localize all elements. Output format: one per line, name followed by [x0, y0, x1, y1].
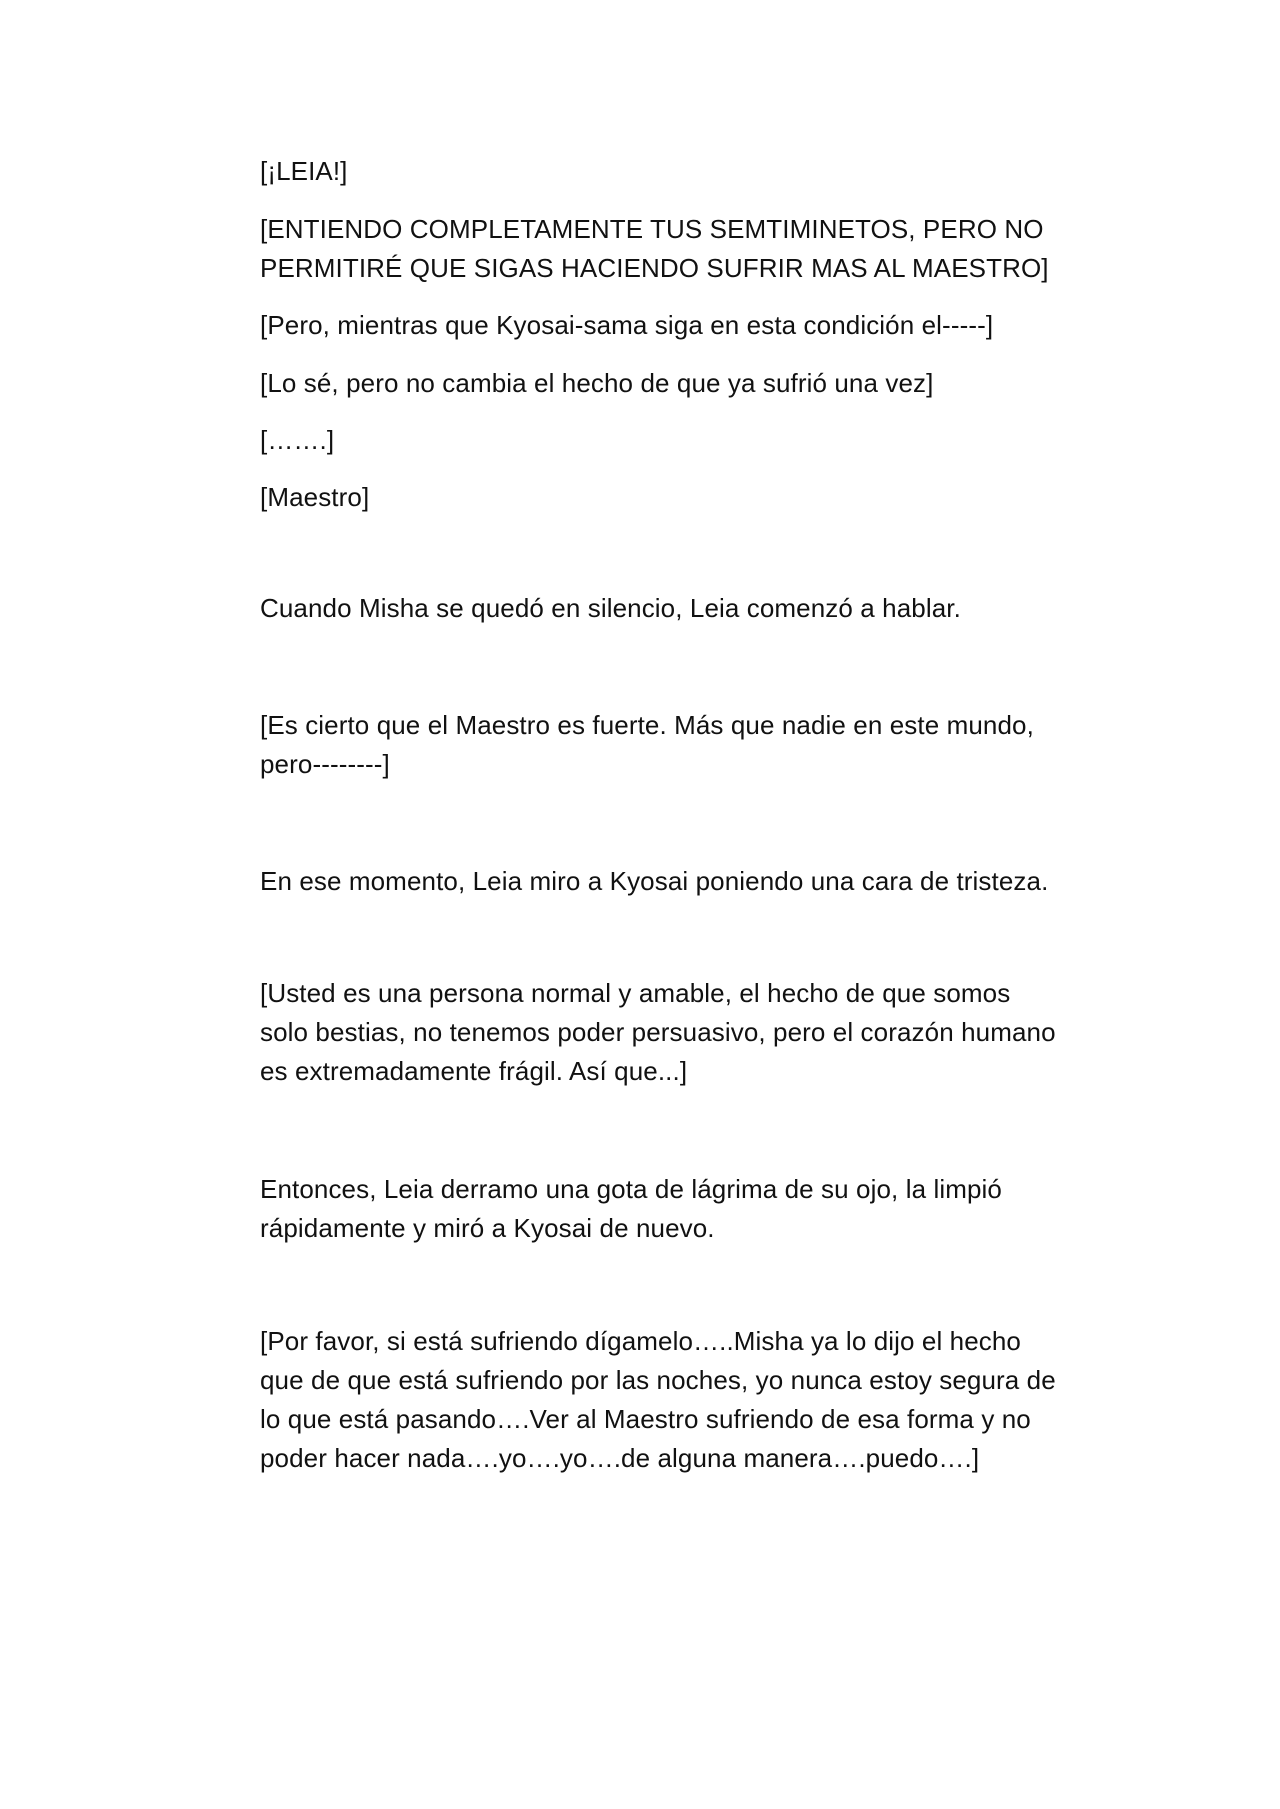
paragraph-8: [Es cierto que el Maestro es fuerte. Más que nadie en este mundo, pero--------] [260, 710, 1034, 779]
paragraph-9: En ese momento, Leia miro a Kyosai poniendo una cara de tristeza. [260, 866, 1049, 896]
paragraph-2: [ENTIENDO COMPLETAMENTE TUS SEMTIMINETOS, PERO NO PERMITIRÉ QUE SIGAS HACIENDO SUFRIR MAS AL MAESTRO] [260, 214, 1049, 283]
paragraph-3: [Pero, mientras que Kyosai-sama siga en esta condición el-----] [260, 310, 994, 340]
paragraph-7: Cuando Misha se quedó en silencio, Leia comenzó a hablar. [260, 593, 961, 623]
paragraph-4: [Lo sé, pero no cambia el hecho de que ya sufrió una vez] [260, 368, 934, 398]
paragraph-12: [Por favor, si está sufriendo dígamelo…..Misha ya lo dijo el hecho que de que está sufriendo por las noches, yo nunca estoy segura de lo que está pasando….Ver al Maestro sufriendo de esa forma y no poder hacer nada….yo….yo….de alguna manera….puedo….] [260, 1326, 1056, 1473]
paragraph-11: Entonces, Leia derramo una gota de lágrima de su ojo, la limpió rápidamente y miró a Kyosai de nuevo. [260, 1174, 1002, 1243]
paragraph-5: […….] [260, 425, 335, 455]
paragraph-1: [¡LEIA!] [260, 156, 348, 186]
paragraph-6: [Maestro] [260, 482, 370, 512]
paragraph-10: [Usted es una persona normal y amable, el hecho de que somos solo bestias, no tenemos poder persuasivo, pero el corazón humano es extremadamente frágil. Así que...] [260, 978, 1056, 1086]
